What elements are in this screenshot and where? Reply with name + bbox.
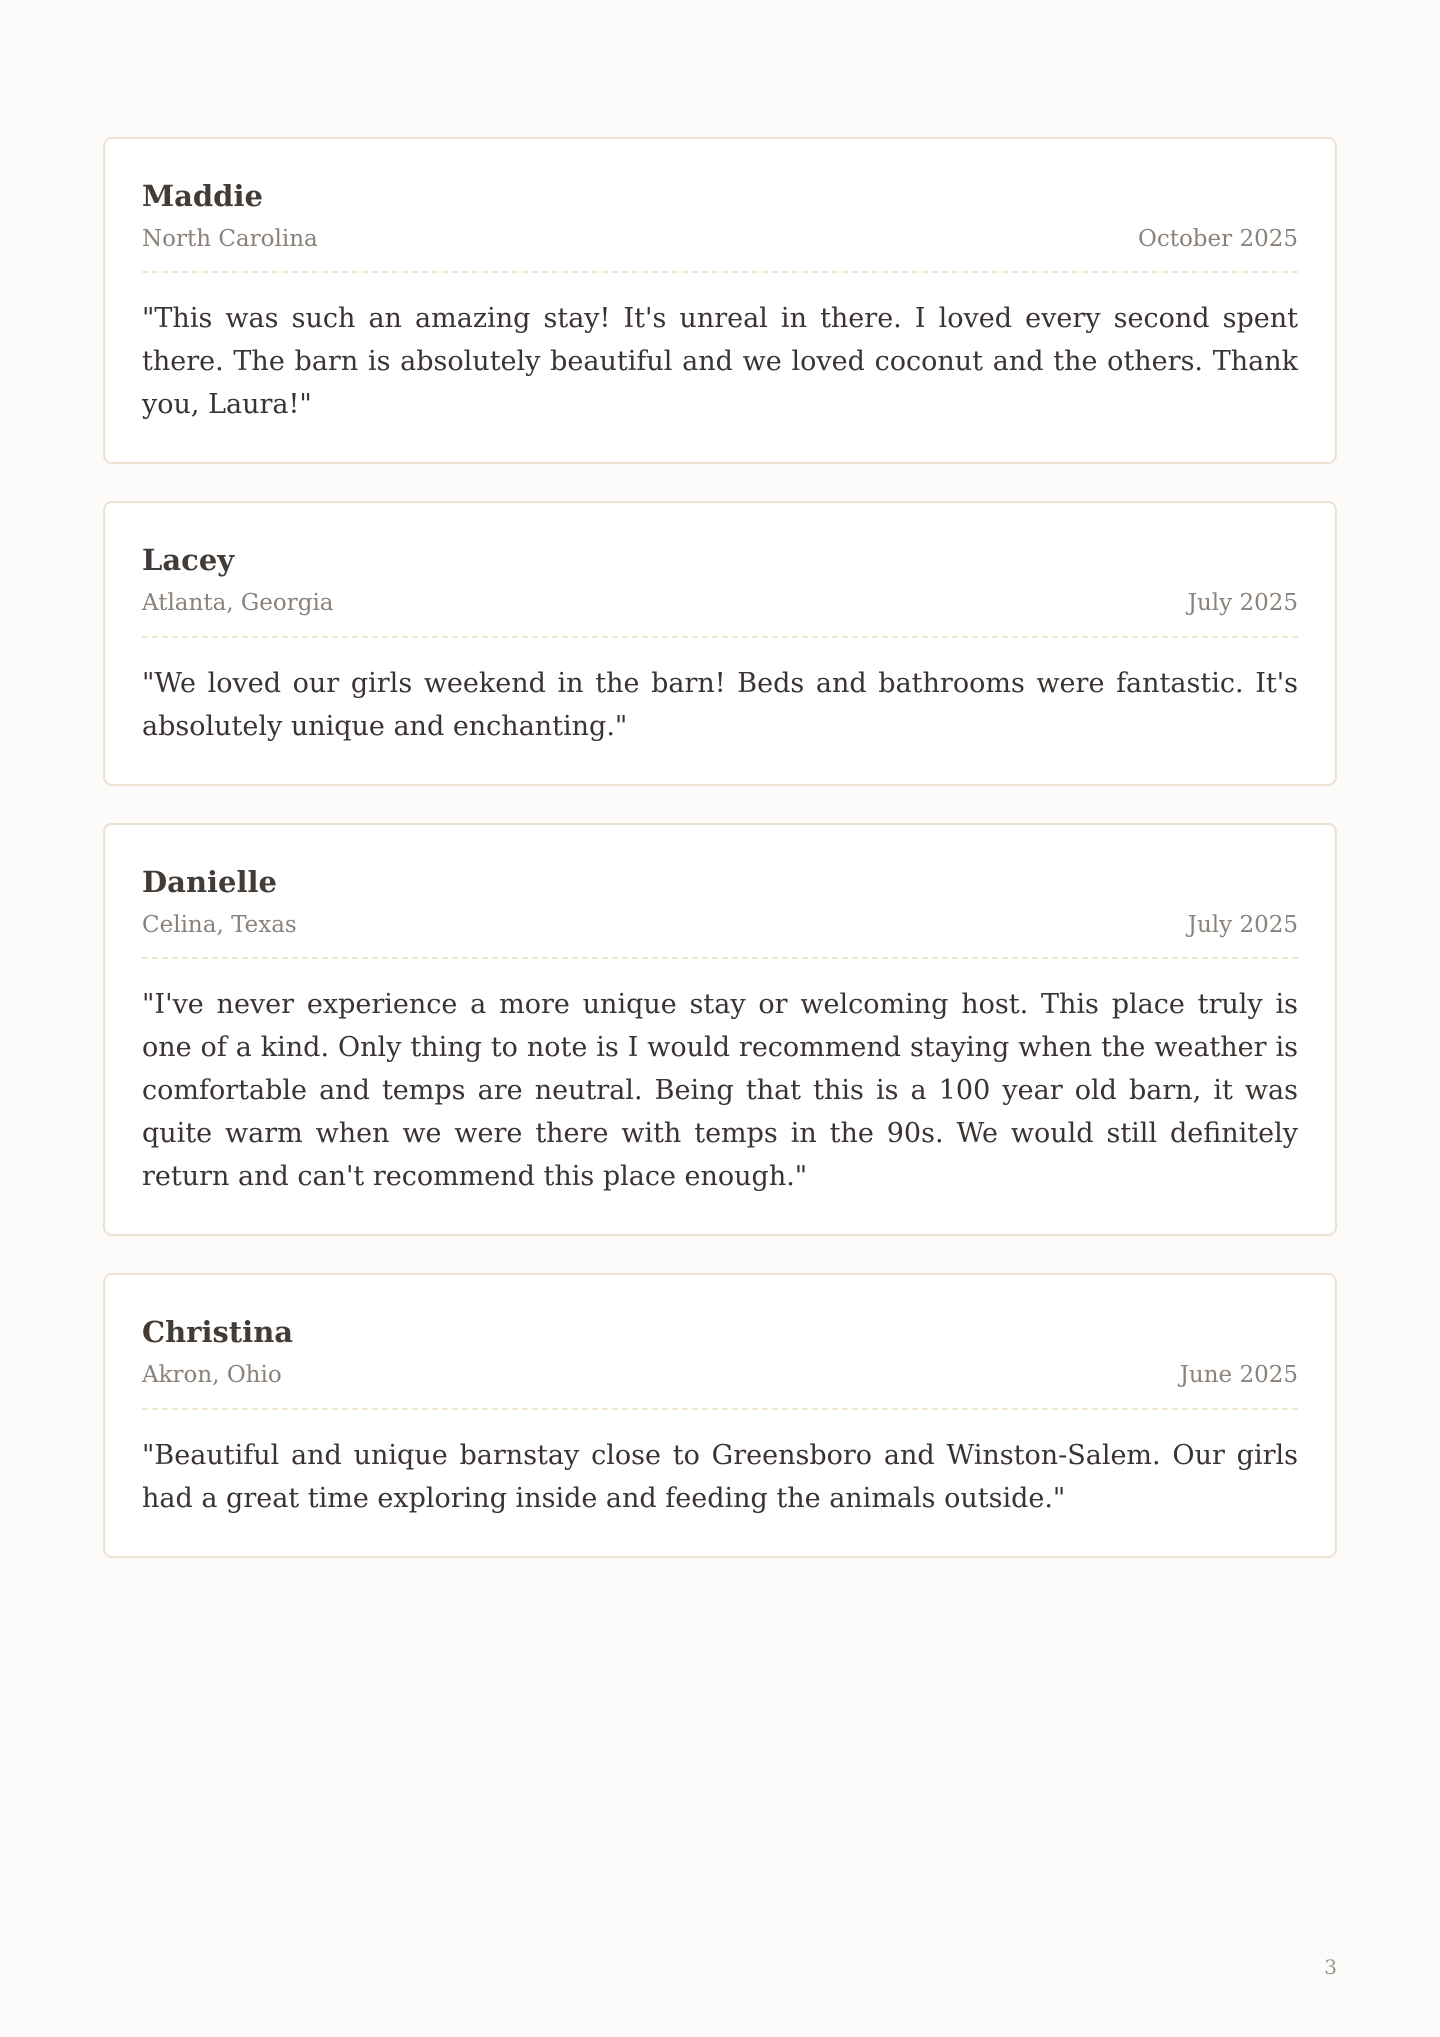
reviewer-name: Christina [142, 1315, 294, 1350]
review-meta [142, 912, 1298, 960]
review-card [103, 137, 1337, 464]
review-meta [142, 226, 1298, 274]
reviewer-location: Akron, Ohio [142, 1361, 282, 1388]
reviewer-name: Maddie [142, 179, 263, 213]
review-card [103, 823, 1337, 1236]
reviewer-location: Atlanta, Georgia [142, 590, 334, 617]
reviewer-name: Lacey [142, 543, 235, 578]
review-text: "We loved our girls weekend in the barn! Beds and bathrooms were fantastic. It's absolutely unique and enchanting." [142, 667, 1298, 742]
review-card [103, 1273, 1337, 1557]
reviewer-name: Danielle [142, 864, 277, 899]
review-card [103, 501, 1337, 785]
page-number: 3 [1324, 1955, 1337, 1979]
review-text: "Beautiful and unique barnstay close to Greensboro and Winston-Salem. Our girls had a great time exploring inside and feeding the animals outside." [142, 1439, 1298, 1514]
review-date: October 2025 [1137, 225, 1298, 252]
review-date: July 2025 [1187, 911, 1298, 938]
reviewer-location: Celina, Texas [142, 911, 297, 938]
reviewer-location: North Carolina [142, 225, 318, 252]
review-date: July 2025 [1187, 590, 1298, 617]
review-meta [142, 590, 1298, 638]
review-text: "I've never experience a more unique stay or welcoming host. This place truly is one of a kind. Only thing to note is I would recommend staying when the weather is comfortable and temps are neutral. Being that this is a 100 year old barn, it was quite warm when we were there with temps in the 90s. We would still definitely return and can't recommend this place enough." [142, 989, 1298, 1193]
review-meta [142, 1362, 1298, 1410]
reviews-list [103, 137, 1337, 1595]
review-date: June 2025 [1179, 1361, 1298, 1388]
review-text: "This was such an amazing stay! It's unreal in there. I loved every second spent there. The barn is absolutely beautiful and we loved coconut and the others. Thank you, Laura!" [142, 303, 1298, 421]
